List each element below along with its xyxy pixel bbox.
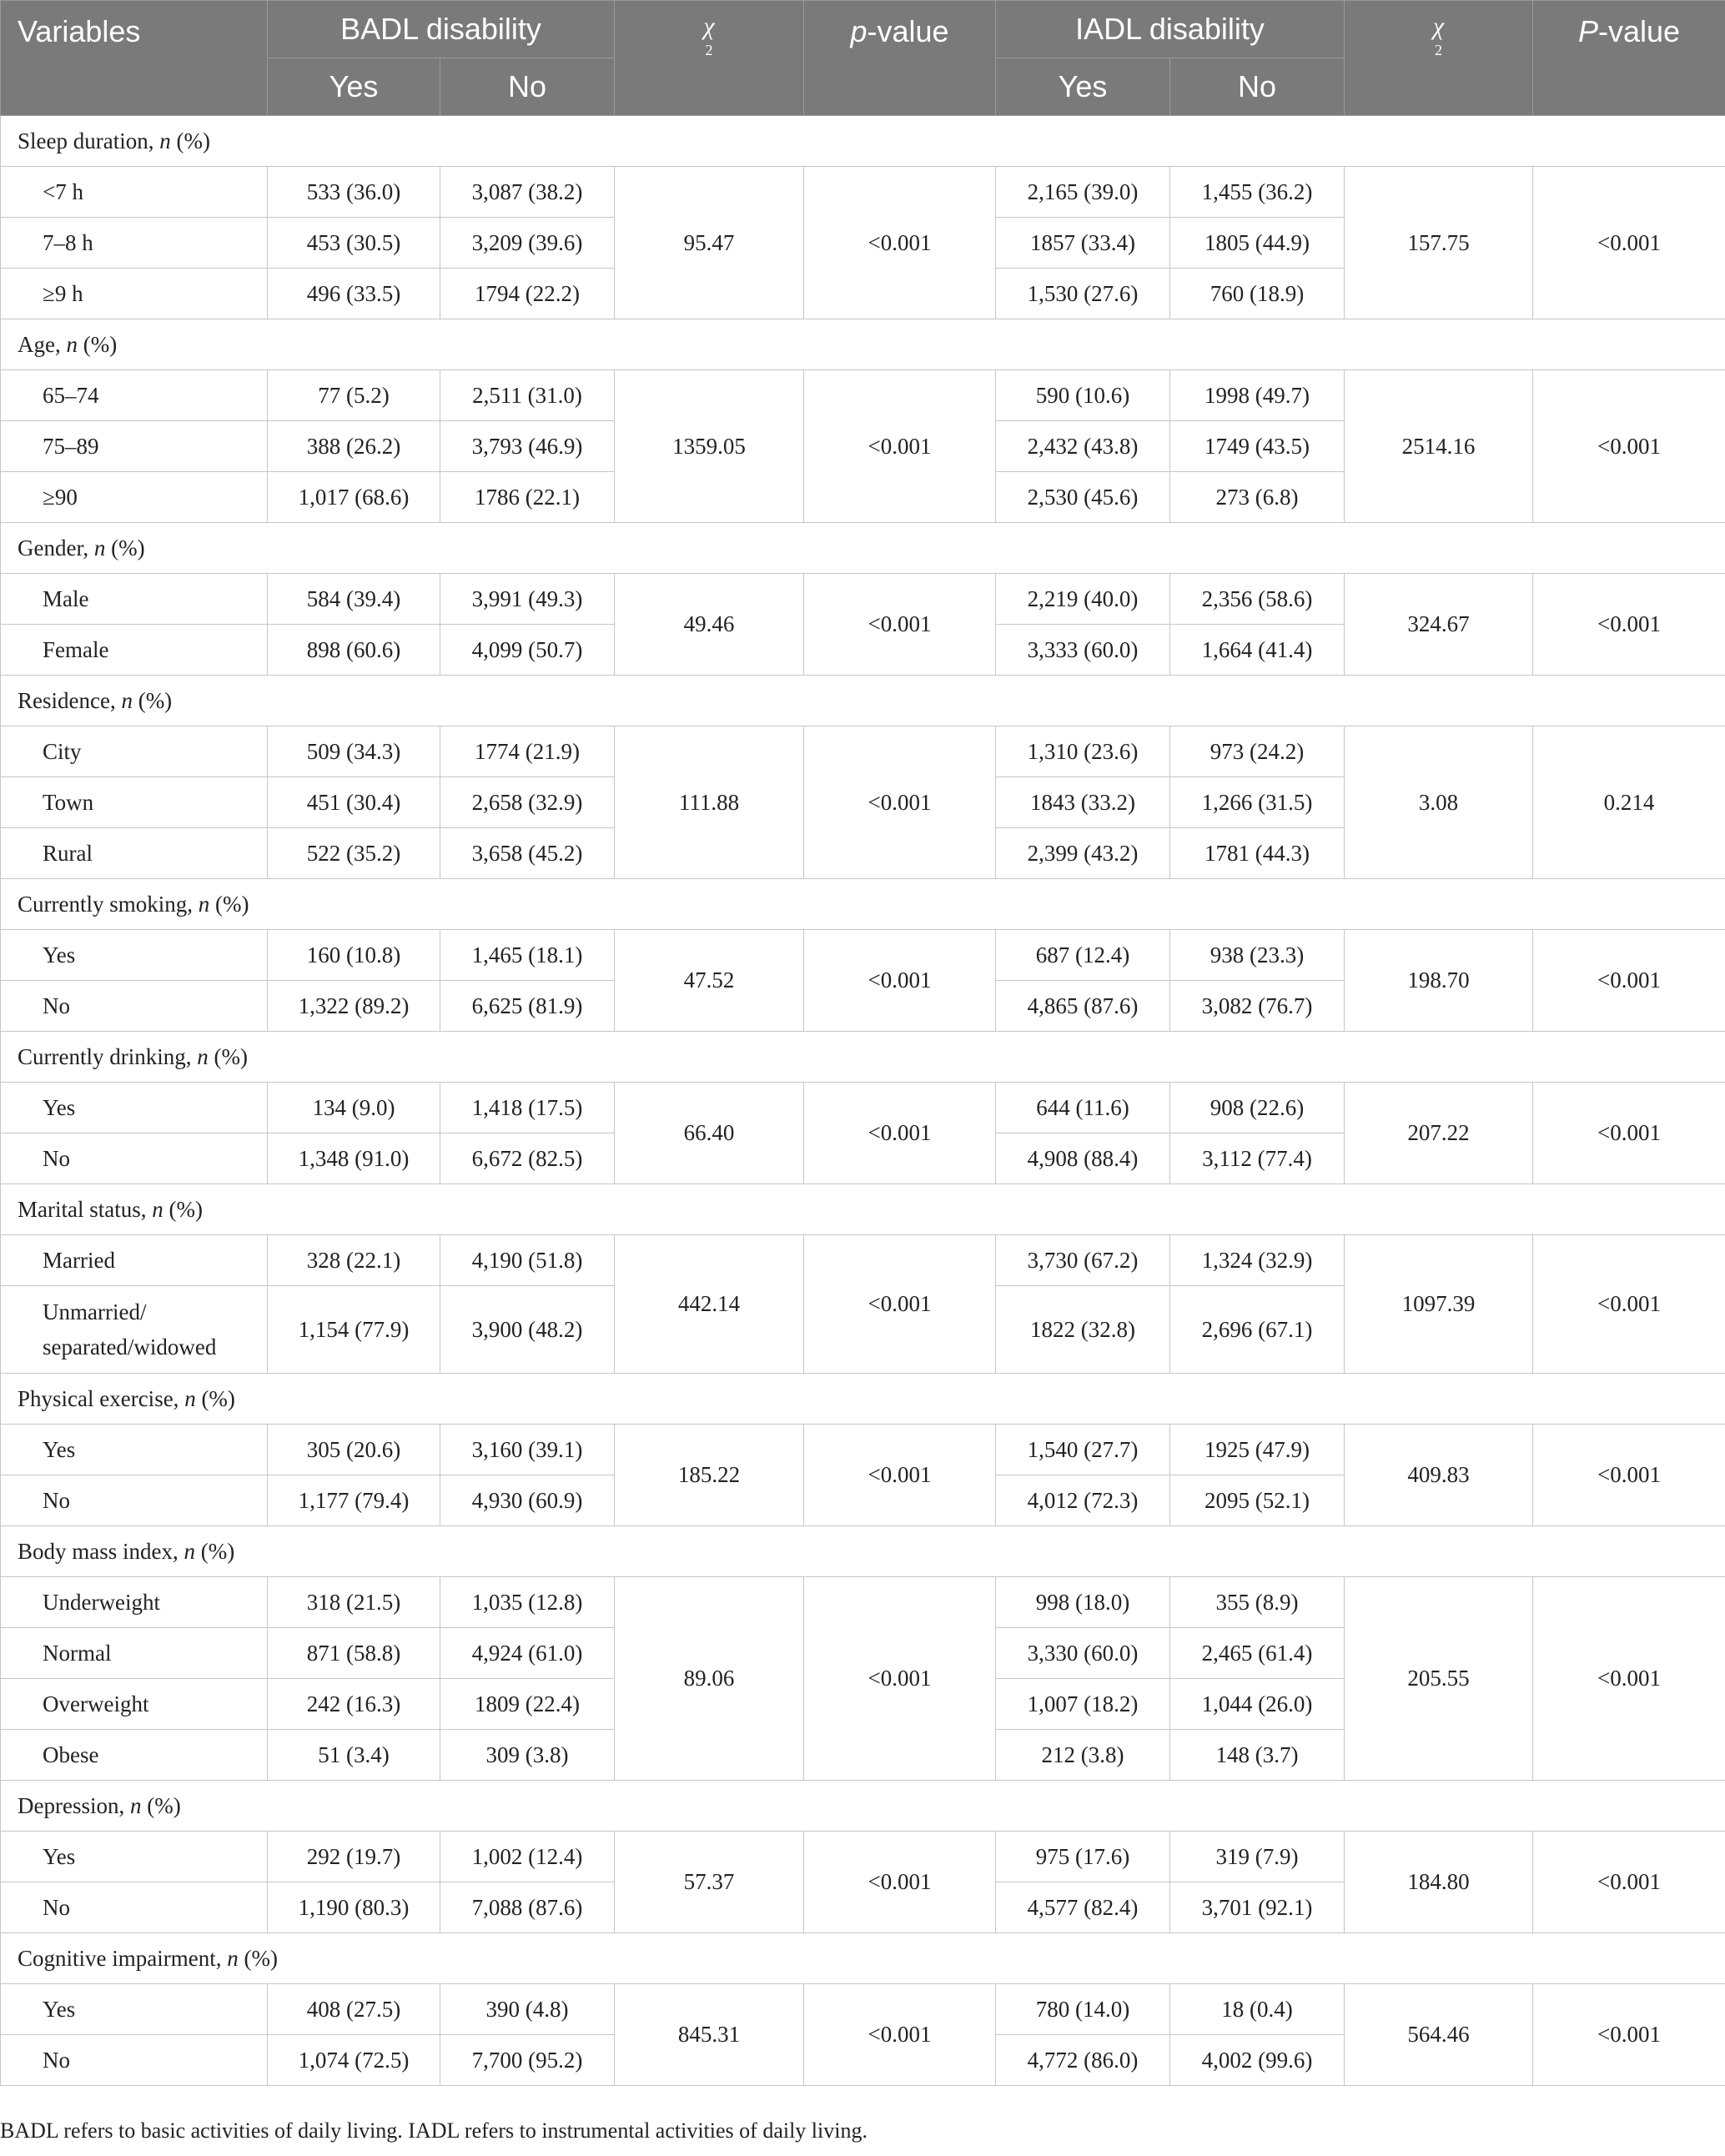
badl-yes-cell: 51 (3.4) (268, 1730, 440, 1781)
group-label-percent: (%) (195, 1385, 235, 1411)
group-label-percent: (%) (132, 687, 173, 713)
row-label: Town (1, 777, 268, 828)
badl-yes-cell: 1,348 (91.0) (268, 1133, 440, 1184)
badl-no-cell: 4,924 (61.0) (440, 1628, 615, 1679)
badl-yes-cell: 453 (30.5) (268, 218, 440, 269)
p-value-badl-cell: <0.001 (804, 1984, 996, 2086)
badl-yes-cell: 160 (10.8) (268, 930, 440, 981)
badl-yes-cell: 305 (20.6) (268, 1425, 440, 1475)
iadl-yes-cell: 4,908 (88.4) (996, 1133, 1170, 1184)
header-iadl-no: No (1170, 58, 1345, 116)
group-label-unit: n (184, 1385, 196, 1411)
group-label (1, 676, 1725, 726)
row-label: Male (1, 574, 268, 625)
row-label: No (1, 2035, 268, 2086)
iadl-yes-cell: 2,432 (43.8) (996, 421, 1170, 472)
table-row (1, 370, 1725, 421)
group-label (1, 1374, 1725, 1425)
p-value-iadl-cell: <0.001 (1533, 1577, 1725, 1781)
group-label (1, 1933, 1725, 1984)
iadl-yes-cell: 1,007 (18.2) (996, 1679, 1170, 1730)
group-label (1, 319, 1725, 370)
badl-yes-cell: 77 (5.2) (268, 370, 440, 421)
chi-square-iadl-cell: 207.22 (1345, 1083, 1533, 1184)
badl-no-cell: 3,900 (48.2) (440, 1286, 615, 1374)
row-label: Married (1, 1235, 268, 1286)
p-value-badl-cell: <0.001 (804, 930, 996, 1032)
group-label-unit: n (93, 535, 106, 560)
group-label (1, 116, 1725, 167)
badl-no-cell: 1786 (22.1) (440, 472, 615, 523)
iadl-no-cell: 319 (7.9) (1170, 1832, 1345, 1882)
p-value-iadl-cell: <0.001 (1533, 1083, 1725, 1184)
iadl-yes-cell: 1,540 (27.7) (996, 1425, 1170, 1475)
chi-square-badl-cell: 89.06 (615, 1577, 804, 1781)
group-label-unit: n (159, 128, 171, 153)
badl-no-cell: 2,511 (31.0) (440, 370, 615, 421)
row-label: Normal (1, 1628, 268, 1679)
p-value-badl-cell: <0.001 (804, 1577, 996, 1781)
row-label: No (1, 1882, 268, 1933)
group-header-row (1, 879, 1725, 930)
row-label: Rural (1, 828, 268, 879)
chi-square-iadl-cell: 2514.16 (1345, 370, 1533, 523)
iadl-no-cell: 3,082 (76.7) (1170, 981, 1345, 1032)
group-label-percent: (%) (238, 1945, 278, 1971)
badl-no-cell: 7,088 (87.6) (440, 1882, 615, 1933)
chi-square-badl-cell: 845.31 (615, 1984, 804, 2086)
chi-square-iadl-cell: 198.70 (1345, 930, 1533, 1032)
badl-no-cell: 390 (4.8) (440, 1984, 615, 2035)
row-label: No (1, 1475, 268, 1526)
p-value-iadl-cell: 0.214 (1533, 726, 1725, 879)
iadl-yes-cell: 1,530 (27.6) (996, 269, 1170, 319)
p-value-iadl-cell: <0.001 (1533, 1984, 1725, 2086)
row-label: 65–74 (1, 370, 268, 421)
iadl-no-cell: 1,044 (26.0) (1170, 1679, 1345, 1730)
iadl-yes-cell: 3,730 (67.2) (996, 1235, 1170, 1286)
group-header-row (1, 116, 1725, 167)
badl-no-cell: 6,625 (81.9) (440, 981, 615, 1032)
iadl-yes-cell: 2,165 (39.0) (996, 167, 1170, 218)
chi-square-iadl-cell: 157.75 (1345, 167, 1533, 319)
row-label: Unmarried/ separated/widowed (1, 1286, 268, 1374)
badl-no-cell: 3,160 (39.1) (440, 1425, 615, 1475)
iadl-no-cell: 273 (6.8) (1170, 472, 1345, 523)
chi-square-badl-cell: 66.40 (615, 1083, 804, 1184)
chi-square-iadl-cell: 205.55 (1345, 1577, 1533, 1781)
chi-square-badl-cell: 442.14 (615, 1235, 804, 1374)
group-label-text: Currently drinking, (18, 1043, 198, 1069)
row-label: Yes (1, 1425, 268, 1475)
header-p-value-badl: p-value (804, 1, 996, 116)
badl-yes-cell: 496 (33.5) (268, 269, 440, 319)
p-value-badl-cell: <0.001 (804, 726, 996, 879)
row-label: City (1, 726, 268, 777)
table-row (1, 1577, 1725, 1628)
badl-no-cell: 6,672 (82.5) (440, 1133, 615, 1184)
group-label-unit: n (184, 1538, 195, 1564)
group-header-row (1, 523, 1725, 574)
iadl-yes-cell: 780 (14.0) (996, 1984, 1170, 2035)
group-label-unit: n (198, 891, 210, 917)
iadl-yes-cell: 1857 (33.4) (996, 218, 1170, 269)
iadl-yes-cell: 212 (3.8) (996, 1730, 1170, 1781)
header-p-value-iadl: P-value (1533, 1, 1725, 116)
group-label-unit: n (129, 1792, 142, 1818)
row-label: Female (1, 625, 268, 676)
group-header-row (1, 319, 1725, 370)
group-label-text: Cognitive impairment, (18, 1945, 228, 1971)
row-label: Yes (1, 1984, 268, 2035)
badl-yes-cell: 134 (9.0) (268, 1083, 440, 1133)
iadl-yes-cell: 3,330 (60.0) (996, 1628, 1170, 1679)
badl-no-cell: 1774 (21.9) (440, 726, 615, 777)
row-label: Obese (1, 1730, 268, 1781)
badl-no-cell: 4,190 (51.8) (440, 1235, 615, 1286)
badl-yes-cell: 388 (26.2) (268, 421, 440, 472)
row-label: 75–89 (1, 421, 268, 472)
badl-yes-cell: 509 (34.3) (268, 726, 440, 777)
iadl-yes-cell: 1843 (33.2) (996, 777, 1170, 828)
group-label-percent: (%) (105, 535, 145, 560)
header-badl-yes: Yes (268, 58, 440, 116)
group-header-row (1, 1526, 1725, 1577)
iadl-yes-cell: 975 (17.6) (996, 1832, 1170, 1882)
group-label-text: Sleep duration, (18, 128, 160, 153)
badl-no-cell: 1794 (22.2) (440, 269, 615, 319)
chi-square-iadl-cell: 184.80 (1345, 1832, 1533, 1933)
p-value-iadl-cell: <0.001 (1533, 1235, 1725, 1374)
p-value-badl-cell: <0.001 (804, 370, 996, 523)
badl-yes-cell: 522 (35.2) (268, 828, 440, 879)
chi-square-badl-cell: 95.47 (615, 167, 804, 319)
chi-square-badl-cell: 185.22 (615, 1425, 804, 1526)
header-variables: Variables (1, 1, 268, 116)
iadl-no-cell: 908 (22.6) (1170, 1083, 1345, 1133)
row-label: Yes (1, 1832, 268, 1882)
badl-no-cell: 1,465 (18.1) (440, 930, 615, 981)
badl-no-cell: 7,700 (95.2) (440, 2035, 615, 2086)
iadl-no-cell: 1,455 (36.2) (1170, 167, 1345, 218)
table-header (1, 1, 1725, 116)
group-header-row (1, 1374, 1725, 1425)
iadl-no-cell: 1998 (49.7) (1170, 370, 1345, 421)
group-label-percent: (%) (209, 891, 249, 917)
table-row (1, 930, 1725, 981)
iadl-no-cell: 938 (23.3) (1170, 930, 1345, 981)
group-header-row (1, 1032, 1725, 1083)
p-value-iadl-cell: <0.001 (1533, 167, 1725, 319)
group-label-text: Age, (18, 331, 67, 357)
badl-no-cell: 2,658 (32.9) (440, 777, 615, 828)
iadl-yes-cell: 590 (10.6) (996, 370, 1170, 421)
badl-no-cell: 3,991 (49.3) (440, 574, 615, 625)
iadl-no-cell: 1781 (44.3) (1170, 828, 1345, 879)
group-header-row (1, 1933, 1725, 1984)
group-label-unit: n (66, 331, 78, 357)
group-label (1, 1032, 1725, 1083)
group-label-text: Physical exercise, (18, 1385, 185, 1411)
badl-no-cell: 1,002 (12.4) (440, 1832, 615, 1882)
row-label: No (1, 981, 268, 1032)
badl-no-cell: 3,087 (38.2) (440, 167, 615, 218)
badl-no-cell: 309 (3.8) (440, 1730, 615, 1781)
iadl-no-cell: 1805 (44.9) (1170, 218, 1345, 269)
table-row (1, 1083, 1725, 1133)
iadl-yes-cell: 2,530 (45.6) (996, 472, 1170, 523)
iadl-no-cell: 1,664 (41.4) (1170, 625, 1345, 676)
group-header-row (1, 1781, 1725, 1832)
iadl-yes-cell: 4,772 (86.0) (996, 2035, 1170, 2086)
badl-no-cell: 3,793 (46.9) (440, 421, 615, 472)
badl-yes-cell: 318 (21.5) (268, 1577, 440, 1628)
chi-square-badl-cell: 49.46 (615, 574, 804, 676)
table-row (1, 1425, 1725, 1475)
row-label: No (1, 1133, 268, 1184)
iadl-no-cell: 3,701 (92.1) (1170, 1882, 1345, 1933)
badl-yes-cell: 1,074 (72.5) (268, 2035, 440, 2086)
row-label: ≥9 h (1, 269, 268, 319)
iadl-no-cell: 1749 (43.5) (1170, 421, 1345, 472)
row-label: <7 h (1, 167, 268, 218)
iadl-no-cell: 2,356 (58.6) (1170, 574, 1345, 625)
iadl-yes-cell: 2,399 (43.2) (996, 828, 1170, 879)
header-iadl-disability: IADL disability (996, 1, 1345, 58)
table-body (1, 116, 1725, 2086)
iadl-yes-cell: 644 (11.6) (996, 1083, 1170, 1133)
iadl-yes-cell: 1822 (32.8) (996, 1286, 1170, 1374)
chi-square-iadl-cell: 1097.39 (1345, 1235, 1533, 1374)
iadl-no-cell: 148 (3.7) (1170, 1730, 1345, 1781)
iadl-no-cell: 1,324 (32.9) (1170, 1235, 1345, 1286)
header-badl-disability: BADL disability (268, 1, 615, 58)
iadl-yes-cell: 2,219 (40.0) (996, 574, 1170, 625)
p-value-iadl-cell: <0.001 (1533, 370, 1725, 523)
row-label: Yes (1, 1083, 268, 1133)
header-chi-square-badl: χ 2 (615, 1, 804, 116)
group-label (1, 523, 1725, 574)
row-label: 7–8 h (1, 218, 268, 269)
badl-yes-cell: 871 (58.8) (268, 1628, 440, 1679)
group-label-percent: (%) (77, 331, 118, 357)
chi-square-iadl-cell: 564.46 (1345, 1984, 1533, 2086)
badl-yes-cell: 451 (30.4) (268, 777, 440, 828)
group-label (1, 879, 1725, 930)
iadl-no-cell: 973 (24.2) (1170, 726, 1345, 777)
p-value-iadl-cell: <0.001 (1533, 1425, 1725, 1526)
badl-no-cell: 4,099 (50.7) (440, 625, 615, 676)
row-label: Yes (1, 930, 268, 981)
badl-yes-cell: 328 (22.1) (268, 1235, 440, 1286)
row-label: Overweight (1, 1679, 268, 1730)
iadl-yes-cell: 3,333 (60.0) (996, 625, 1170, 676)
group-label-unit: n (121, 687, 133, 713)
group-label-text: Currently smoking, (18, 891, 199, 917)
p-value-badl-cell: <0.001 (804, 1235, 996, 1374)
badl-no-cell: 1,035 (12.8) (440, 1577, 615, 1628)
iadl-no-cell: 3,112 (77.4) (1170, 1133, 1345, 1184)
group-label-percent: (%) (141, 1792, 181, 1818)
iadl-no-cell: 2,465 (61.4) (1170, 1628, 1345, 1679)
badl-yes-cell: 1,017 (68.6) (268, 472, 440, 523)
badl-yes-cell: 1,190 (80.3) (268, 1882, 440, 1933)
group-label (1, 1526, 1725, 1577)
badl-no-cell: 3,209 (39.6) (440, 218, 615, 269)
iadl-yes-cell: 4,012 (72.3) (996, 1475, 1170, 1526)
badl-yes-cell: 1,322 (89.2) (268, 981, 440, 1032)
iadl-yes-cell: 4,577 (82.4) (996, 1882, 1170, 1933)
header-chi-square-iadl: χ 2 (1345, 1, 1533, 116)
table-row (1, 574, 1725, 625)
group-label-percent: (%) (195, 1538, 235, 1564)
iadl-yes-cell: 1,310 (23.6) (996, 726, 1170, 777)
group-header-row (1, 676, 1725, 726)
table-row (1, 1984, 1725, 2035)
group-label-text: Gender, (18, 535, 94, 560)
badl-yes-cell: 292 (19.7) (268, 1832, 440, 1882)
group-label (1, 1781, 1725, 1832)
group-label-unit: n (227, 1945, 239, 1971)
badl-yes-cell: 533 (36.0) (268, 167, 440, 218)
row-label: ≥90 (1, 472, 268, 523)
iadl-no-cell: 2,696 (67.1) (1170, 1286, 1345, 1374)
chi-square-badl-cell: 111.88 (615, 726, 804, 879)
badl-no-cell: 3,658 (45.2) (440, 828, 615, 879)
iadl-no-cell: 18 (0.4) (1170, 1984, 1345, 2035)
badl-no-cell: 1,418 (17.5) (440, 1083, 615, 1133)
chi-square-badl-cell: 1359.05 (615, 370, 804, 523)
header-badl-no: No (440, 58, 615, 116)
group-label-text: Depression, (18, 1792, 130, 1818)
p-value-iadl-cell: <0.001 (1533, 574, 1725, 676)
p-value-iadl-cell: <0.001 (1533, 1832, 1725, 1933)
p-value-badl-cell: <0.001 (804, 1425, 996, 1526)
chi-square-badl-cell: 47.52 (615, 930, 804, 1032)
chi-square-iadl-cell: 3.08 (1345, 726, 1533, 879)
header-iadl-yes: Yes (996, 58, 1170, 116)
chi-square-iadl-cell: 324.67 (1345, 574, 1533, 676)
iadl-yes-cell: 687 (12.4) (996, 930, 1170, 981)
badl-yes-cell: 408 (27.5) (268, 1984, 440, 2035)
group-label-text: Body mass index, (18, 1538, 184, 1564)
group-label-unit: n (197, 1043, 209, 1069)
badl-yes-cell: 242 (16.3) (268, 1679, 440, 1730)
chi-square-badl-cell: 57.37 (615, 1832, 804, 1933)
p-value-badl-cell: <0.001 (804, 574, 996, 676)
group-label-percent: (%) (163, 1196, 203, 1222)
iadl-yes-cell: 4,865 (87.6) (996, 981, 1170, 1032)
iadl-no-cell: 2095 (52.1) (1170, 1475, 1345, 1526)
group-label-percent: (%) (170, 128, 210, 153)
row-label: Underweight (1, 1577, 268, 1628)
badl-no-cell: 4,930 (60.9) (440, 1475, 615, 1526)
p-value-badl-cell: <0.001 (804, 1832, 996, 1933)
group-label-text: Residence, (18, 687, 122, 713)
table-row (1, 167, 1725, 218)
iadl-no-cell: 355 (8.9) (1170, 1577, 1345, 1628)
badl-yes-cell: 898 (60.6) (268, 625, 440, 676)
group-header-row (1, 1184, 1725, 1235)
group-label (1, 1184, 1725, 1235)
badl-yes-cell: 1,177 (79.4) (268, 1475, 440, 1526)
badl-yes-cell: 584 (39.4) (268, 574, 440, 625)
footnote: BADL refers to basic activities of daily living. IADL refers to instrumental activities of daily living. (0, 2118, 868, 2143)
table-row (1, 1832, 1725, 1882)
p-value-badl-cell: <0.001 (804, 1083, 996, 1184)
iadl-no-cell: 760 (18.9) (1170, 269, 1345, 319)
badl-no-cell: 1809 (22.4) (440, 1679, 615, 1730)
chi-square-iadl-cell: 409.83 (1345, 1425, 1533, 1526)
p-value-iadl-cell: <0.001 (1533, 930, 1725, 1032)
group-label-text: Marital status, (18, 1196, 153, 1222)
iadl-no-cell: 1925 (47.9) (1170, 1425, 1345, 1475)
p-value-badl-cell: <0.001 (804, 167, 996, 319)
iadl-yes-cell: 998 (18.0) (996, 1577, 1170, 1628)
iadl-no-cell: 4,002 (99.6) (1170, 2035, 1345, 2086)
group-label-percent: (%) (208, 1043, 248, 1069)
table-row (1, 726, 1725, 777)
badl-yes-cell: 1,154 (77.9) (268, 1286, 440, 1374)
iadl-no-cell: 1,266 (31.5) (1170, 777, 1345, 828)
table-row (1, 1235, 1725, 1286)
group-label-unit: n (152, 1196, 163, 1222)
